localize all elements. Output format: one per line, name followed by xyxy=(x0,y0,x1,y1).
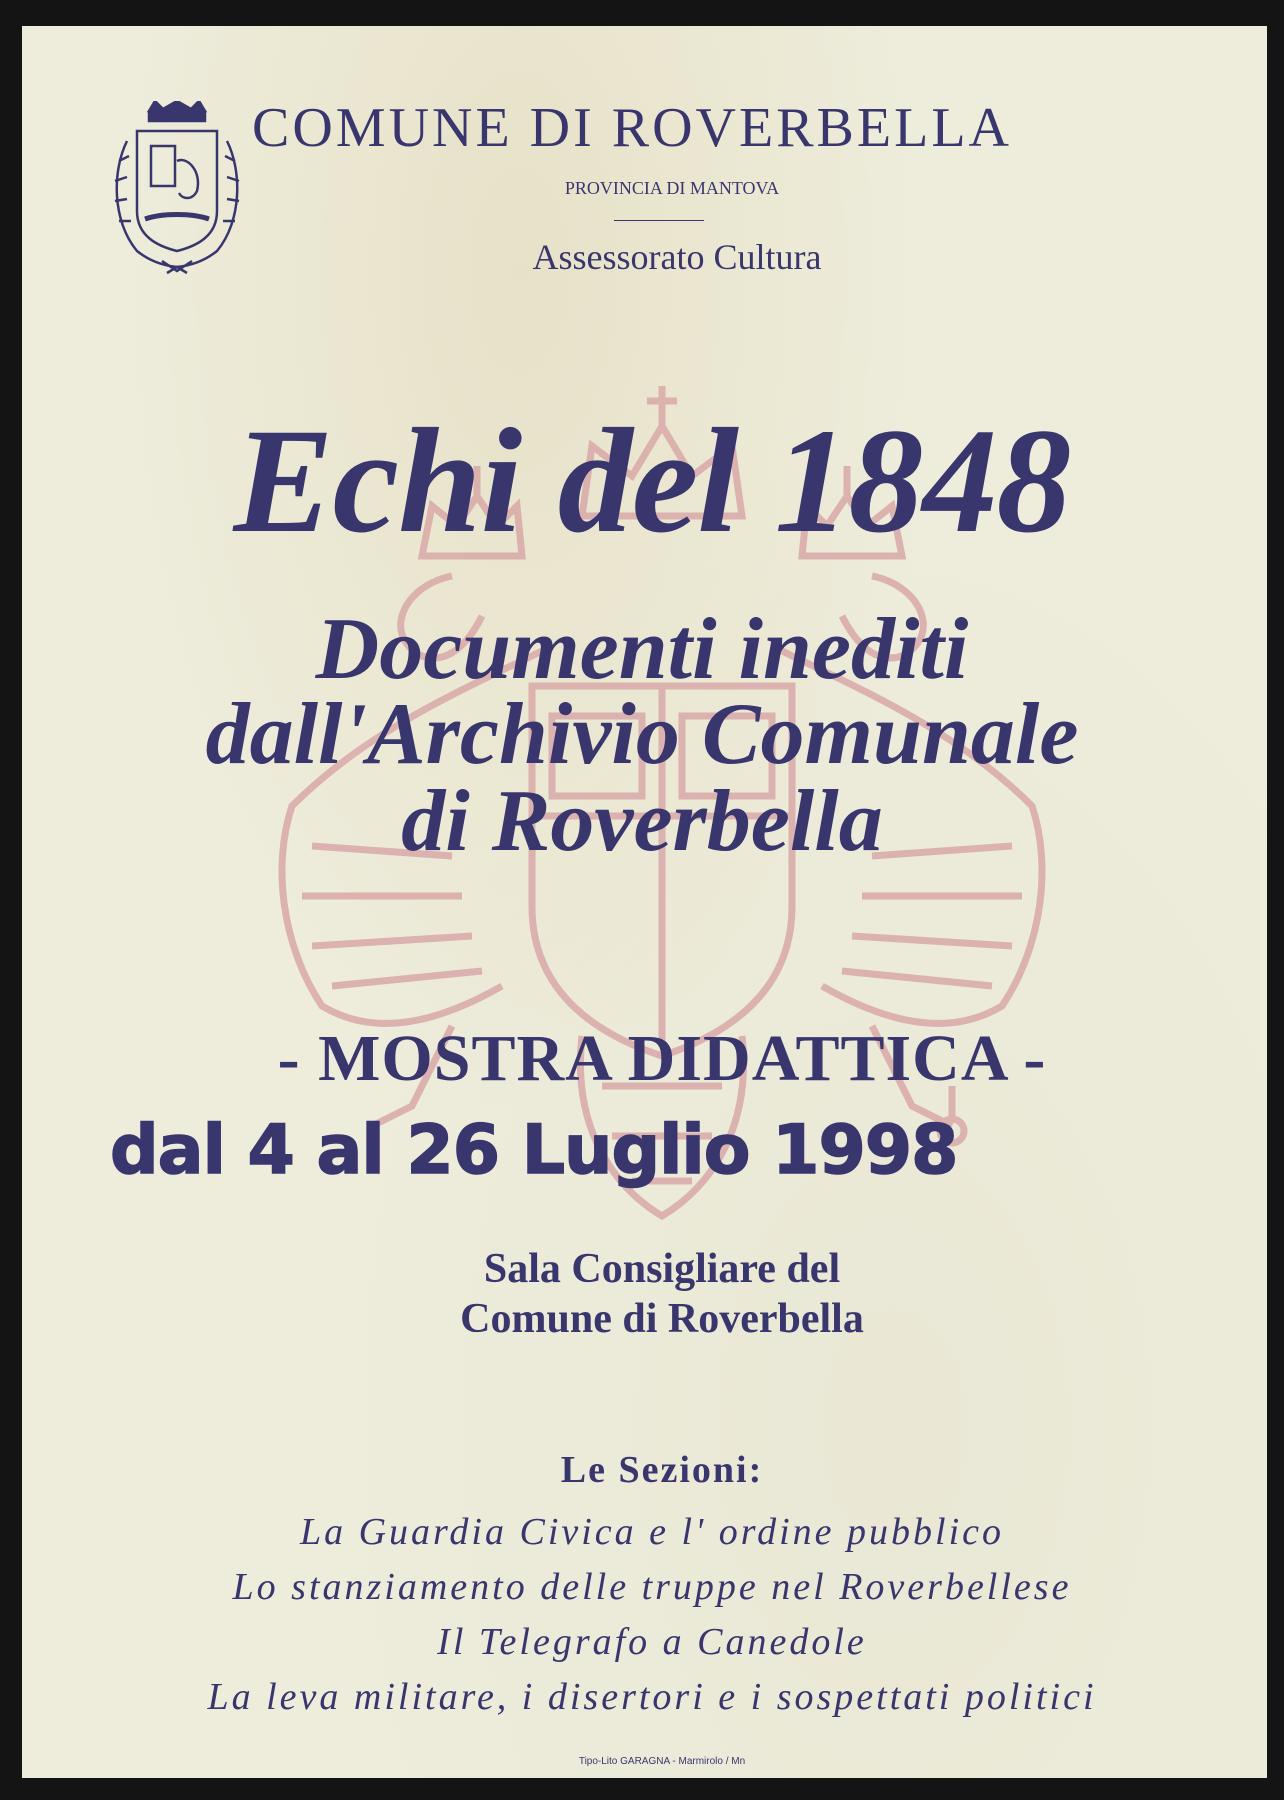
poster xyxy=(22,26,1267,1778)
venue-line: Comune di Roverbella xyxy=(460,1296,864,1342)
exhibition-dates: dal 4 al 26 Luglio 1998 xyxy=(110,1111,958,1190)
municipality-title: COMUNE DI ROVERBELLA xyxy=(252,97,1012,159)
section-item: La leva militare, i disertori e i sospettati politici xyxy=(207,1676,1097,1718)
poster-title: Echi del 1848 xyxy=(233,398,1071,564)
department-label: Assessorato Cultura xyxy=(532,237,822,277)
province-label: PROVINCIA DI MANTOVA xyxy=(564,178,780,198)
exhibition-label: - MOSTRA DIDATTICA - xyxy=(277,1022,1047,1095)
subtitle-line: dall'Archivio Comunale xyxy=(205,686,1079,783)
sections-heading: Le Sezioni: xyxy=(560,1449,764,1491)
divider xyxy=(614,220,704,221)
section-item: La Guardia Civica e l' ordine pubblico xyxy=(299,1511,1005,1553)
venue-line: Sala Consigliare del xyxy=(483,1246,841,1292)
printer-credit: Tipo-Lito GARAGNA - Marmirolo / Mn xyxy=(578,1756,746,1767)
subtitle-line: di Roverbella xyxy=(401,773,883,870)
section-item: Lo stanziamento delle truppe nel Roverbellese xyxy=(232,1566,1072,1608)
section-item: Il Telegrafo a Canedole xyxy=(437,1621,867,1663)
subtitle-line: Documenti inediti xyxy=(315,601,969,698)
municipal-coat-of-arms-icon xyxy=(107,101,247,276)
